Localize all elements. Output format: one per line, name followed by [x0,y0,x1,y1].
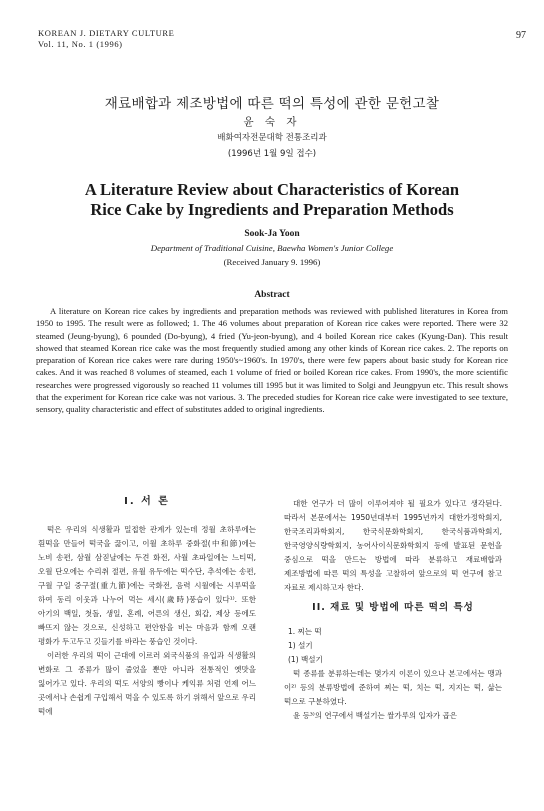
english-title [0,180,544,220]
section-2-paragraph-1: 떡 종류를 분류하는데는 몇가지 이론이 있으나 본고에서는 맹과 이²⁾ 등의 분류방법에 준하여 찌는 떡, 치는 떡, 지지는 떡, 삶는 떡으로 구분하였다. [284,669,502,706]
english-title-line-1: A Literature Review about Characteristics of Korean [84,180,460,199]
section-2-paragraph-2: 윤 등³⁾의 연구에서 백설기는 쌀가루의 입자가 곱은 [293,711,458,720]
left-column [38,495,256,719]
right-column [284,497,502,723]
subsection-steamed-cake: 1. 찌는 떡 [288,627,322,636]
introduction-paragraph-1: 떡은 우리의 식생활과 밀접한 관계가 있는데 정월 초하루에는 흰떡을 만들어 떡국을 끓이고, 이월 초하루 중화절(中和節)에는 노비 송편, 삼월 삼짇날에는 두견 화전, 사월 초파일에는 느티떡, 오월 단오에는 수리취 절편, 유월 유두에는 떡수단, 추석에는 송편, 구월 구일 중구절(重九節)에는 국화전, 음력 시월에는 시루떡을 하여 동리 이웃과 나누어 먹는 세시(歲時)풍습이 있다¹⁾. 또한 아기의 백일, 첫돌, 생일, 혼례, 어른의 생신, 회갑, 제상 등에도 빠뜨지 않는 것으로, 신성하고 편안함을 비는 마음과 함께 오랜 평화가 두고두고 깃들기를 바라는 풍습인 것이다. [38,525,256,646]
subsection-seolgi: 1) 설기 [288,641,313,650]
journal-header [38,28,174,50]
abstract-heading: Abstract [254,290,290,300]
journal-volume: Vol. 11, No. 1 (1996) [38,39,123,49]
korean-author: 윤 숙 자 [243,116,301,128]
english-title-line-2: Rice Cake by Ingredients and Preparation Methods [90,200,454,219]
english-author: Sook-Ja Yoon [244,229,300,239]
abstract-text: A literature on Korean rice cakes by ingredients and preparation methods was reviewed with published literatures in Korea from 1950 to 1995. The result were as followed; 1. The 46 volumes about preparation of Korean rice cakes were reported. There were 32 steamed (Jeung-byung), 6 pounded (Do-byung), 4 fried (Yu-jeon-byung), and 4 boiled Korean rice cakes (Kyung-Dan). This result showed that steamed Korean rice cake was the most frequently studied among any other kinds of Korean rice cakes. 2. The reports on preparation of Korean rice cakes were rare during 1950's~1960's. In 1970's, there were few papers about basic study for Korean rice cakes. And it was reached 8 volumes of steamed, each 1 volume of fried or boiled Korean rice cakes. From 1990's, the more scientific researches were progressed vigorously so reached 11 volumes till 1995 but it was limited to Solgi and Jeungpyun etc. This result shows that the experiment for Korean rice cake was not various. 3. The preceded studies for Korean rice cake were investigated to see texture, sensory, quality characteristic and effect of substitutes added to original ingredients. [36,306,508,415]
korean-received-date: (1996년 1월 9일 접수) [227,149,317,159]
korean-title: 재료배합과 제조방법에 따른 떡의 특성에 관한 문헌고찰 [104,96,440,112]
page-number: 97 [516,30,526,41]
introduction-paragraph-3: 대한 연구가 더 많이 이루어져야 될 필요가 있다고 생각된다. 따라서 본문에서는 1950년대부터 1995년까지 대한가정학회지, 한국조리과학회지, 한국식문화학회지, 한국식품과학회지, 한국영양식량학회지, 농어사이식문화학회지 등에 발표된 문헌을 중심으로 떡을 만드는 방법에 따라 분류하고 재료배합과 제조방법에 따른 떡의 특성을 고찰하여 앞으로의 떡 연구에 참고 자료로 제시하고자 한다. [284,499,502,592]
section-2-heading: II. 재료 및 방법에 따른 떡의 특성 [312,602,474,613]
english-received-date: (Received January 9. 1996) [223,257,321,267]
introduction-heading: I. 서 론 [124,496,170,507]
introduction-paragraph-2: 이러한 우리의 떡이 근대에 이르러 외국식품의 유입과 식생활의 변화로 그 종류가 많이 줄었을 뿐만 아니라 전통적인 옛맛을 잃어가고 있다. 우리의 떡도 서양의 빵이나 케익류 처럼 언제 어느 곳에서나 손쉽게 구입해서 먹을 수 있도록 하기 위해서 앞으로 우리 떡에 [38,651,256,716]
korean-affiliation: 배화여자전문대학 전통조리과 [217,133,327,143]
english-affiliation: Department of Traditional Cuisine, Baewha Women's Junior College [150,243,394,253]
subsection-baekseolgi: (1) 백설기 [288,655,323,664]
journal-name: KOREAN J. DIETARY CULTURE [38,28,175,38]
